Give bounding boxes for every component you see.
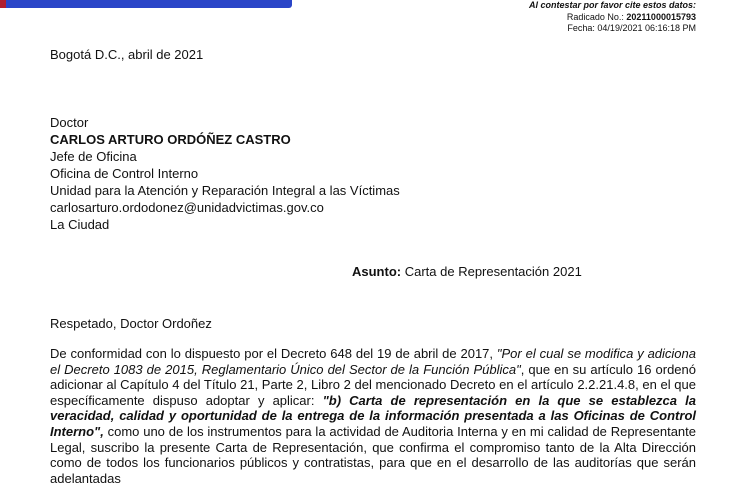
recipient-organization: Unidad para la Atención y Reparación Integral a las Víctimas — [50, 183, 400, 198]
body-text-3: como uno de los instrumentos para la actividad de Auditoria Interna y en mi calidad de Representante Legal, suscribo la presente Carta de Representación, que confirma el compromiso tanto de la Alta Dirección como de todos los funcionarios públicos y contratistas, para que en el desarrollo de las auditorías que serán adelantadas — [50, 423, 696, 486]
radicado-number: 20211000015793 — [626, 11, 696, 22]
fecha-label: Fecha: — [567, 23, 595, 33]
body-quote-decree: "Por el cual se modifica y adiciona el Decreto 1083 de 2015, Reglamentario Único del Sector de la Función Pública" — [50, 346, 696, 377]
body-text-2: , que en su artículo 16 ordenó adicionar al Capítulo 4 del Título 21, Parte 2, Libro 2 del mencionado Decreto en el artículo 2.2.21.4.8, en el que específicamente dispuso adoptar y aplicar: — [50, 361, 696, 408]
radicado-label: Radicado No.: — [566, 11, 624, 22]
letter-date: Bogotá D.C., abril de 2021 — [50, 47, 204, 62]
body-paragraph — [50, 346, 696, 486]
subject-value: Carta de Representación 2021 — [404, 264, 582, 279]
radicado-block — [529, 0, 696, 35]
reply-note: Al contestar por favor cite estos datos: — [528, 0, 696, 10]
header-brand-accent — [0, 0, 6, 8]
radicado-line — [529, 12, 696, 24]
body-text-1: De conformidad con lo dispuesto por el Decreto 648 del 19 de abril de 2017, — [50, 346, 497, 361]
fecha-value: 04/19/2021 06:16:18 PM — [597, 23, 696, 33]
body-quote-carta: "b) Carta de representación en la que se establezca la veracidad, calidad y oportunidad de la entrega de la información presentada a las Oficinas de Control Interno", — [50, 392, 696, 439]
recipient-office: Oficina de Control Interno — [50, 166, 199, 181]
recipient-block — [50, 114, 400, 233]
recipient-name: CARLOS ARTURO ORDÓÑEZ CASTRO — [50, 132, 291, 147]
recipient-title: Doctor — [50, 115, 89, 130]
salutation: Respetado, Doctor Ordoñez — [50, 316, 212, 331]
recipient-position: Jefe de Oficina — [50, 149, 137, 164]
header-brand-bar — [0, 0, 292, 8]
recipient-city: La Ciudad — [50, 217, 110, 232]
fecha-line — [529, 23, 696, 35]
subject-line — [352, 264, 582, 279]
recipient-email: carlosarturo.ordodonez@unidadvictimas.gov.co — [50, 200, 324, 215]
subject-label: Asunto: — [352, 264, 402, 279]
